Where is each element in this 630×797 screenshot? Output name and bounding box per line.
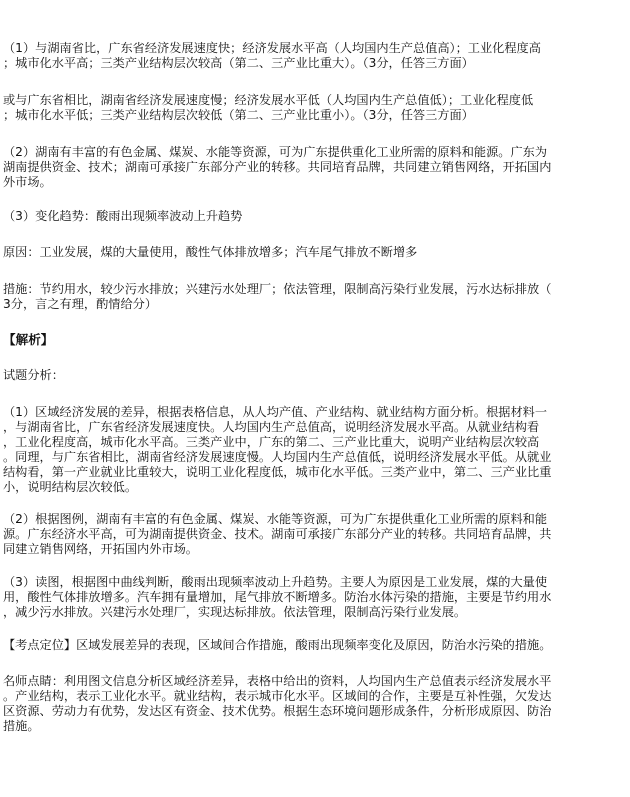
analysis-part1 xyxy=(3,405,628,495)
text-line: （3）变化趋势：酸雨出现频率波动上升趋势 xyxy=(3,209,243,223)
text-line: 区资源、劳动力有优势，发达区有资金、技术优势。根据生态环境问题形成条件，分析形成原因、防治 xyxy=(3,704,552,718)
text-line: ，工业化程度高，城市化水平高。三类产业中，广东的第二、三产业比重大，说明产业结构层次较高 xyxy=(3,435,540,449)
answer-part3-measures xyxy=(3,282,628,312)
analysis-part2 xyxy=(3,512,628,557)
text-line: 湖南提供资金、技术；湖南可承接广东部分产业的转移。共同培育品牌，共同建立销售网络，开拓国内 xyxy=(3,160,552,174)
text-line: 原因：工业发展，煤的大量使用，酸性气体排放增多；汽车尾气排放不断增多 xyxy=(3,245,418,259)
text-line: 。同理，与广东省相比，湖南省经济发展速度慢。人均国内生产总值低，说明经济发展水平低。从就业 xyxy=(3,450,552,464)
text-line: （1）区域经济发展的差异，根据表格信息，从人均产值、产业结构、就业结构方面分析。根据材料一 xyxy=(3,405,548,419)
analysis-intro xyxy=(3,368,628,383)
text-line: 同建立销售网络，开拓国内外市场。 xyxy=(3,542,198,556)
teacher-tips xyxy=(3,674,628,734)
text-line: ；城市化水平高；三类产业结构层次较高（第二、三产业比重大）。（3分，任答三方面） xyxy=(3,56,474,70)
text-line: 试题分析： xyxy=(3,368,64,382)
text-line: 措施：节约用水，较少污水排放；兴建污水处理厂；依法管理，限制高污染行业发展，污水达标排放（ xyxy=(3,282,552,296)
key-points xyxy=(3,638,628,653)
text-line: 3分，言之有理，酌情给分） xyxy=(3,297,158,311)
text-line: 措施。 xyxy=(3,719,40,733)
text-line: 结构看，第一产业就业比重较大，说明工业化程度低，城市化水平低。三类产业中，第二、三产业比重 xyxy=(3,465,552,479)
text-line: 【解析】 xyxy=(3,332,54,347)
answer-part2 xyxy=(3,145,628,190)
text-line: ，与湖南省比，广东省经济发展速度快。人均国内生产总值高，说明经济发展水平高。从就业结构看 xyxy=(3,420,540,434)
text-line: 源。广东经济水平高，可为湖南提供资金、技术。湖南可承接广东部分产业的转移。共同培育品牌，共 xyxy=(3,527,552,541)
text-line: （2）根据图例，湖南有丰富的有色金属、煤炭、水能等资源，可为广东提供重化工业所需的原料和能 xyxy=(3,512,548,526)
text-line: 或与广东省相比，湖南省经济发展速度慢；经济发展水平低（人均国内生产总值低）；工业化程度低 xyxy=(3,93,534,107)
text-line: 。产业结构，表示工业化水平。就业结构，表示城市化水平。区域间的合作，主要是互补性强，欠发达 xyxy=(3,689,552,703)
text-line: 小，说明结构层次较低。 xyxy=(3,480,138,494)
text-line: ；城市化水平低；三类产业结构层次较低（第二、三产业比重小）。（3分，任答三方面） xyxy=(3,108,474,122)
text-line: （3）读图，根据图中曲线判断，酸雨出现频率波动上升趋势。主要人为原因是工业发展，煤的大量使 xyxy=(3,575,548,589)
text-line: 用，酸性气体排放增多。汽车拥有量增加，尾气排放不断增多。防治水体污染的措施，主要是节约用水 xyxy=(3,590,552,604)
answer-part3-cause xyxy=(3,245,628,260)
text-line: （1）与湖南省比，广东省经济发展速度快；经济发展水平高（人均国内生产总值高）；工业化程度高 xyxy=(3,41,541,55)
analysis-part3 xyxy=(3,575,628,620)
text-line: （2）湖南有丰富的有色金属、煤炭、水能等资源，可为广东提供重化工业所需的原料和能源。广东为 xyxy=(3,145,548,159)
text-line: ，减少污水排放。兴建污水处理厂，实现达标排放。依法管理，限制高污染行业发展。 xyxy=(3,605,467,619)
analysis-heading xyxy=(3,332,628,347)
text-line: 名师点睛：利用图文信息分析区域经济差异，表格中给出的资料，人均国内生产总值表示经济发展水平 xyxy=(3,674,552,688)
text-line: 【考点定位】区域发展差异的表现，区域间合作措施，酸雨出现频率变化及原因，防治水污染的措施。 xyxy=(3,638,552,652)
answer-part1-hunan xyxy=(3,93,628,123)
answer-part3-trend xyxy=(3,209,628,224)
answer-part1-guangdong xyxy=(3,41,628,71)
text-line: 外市场。 xyxy=(3,175,52,189)
